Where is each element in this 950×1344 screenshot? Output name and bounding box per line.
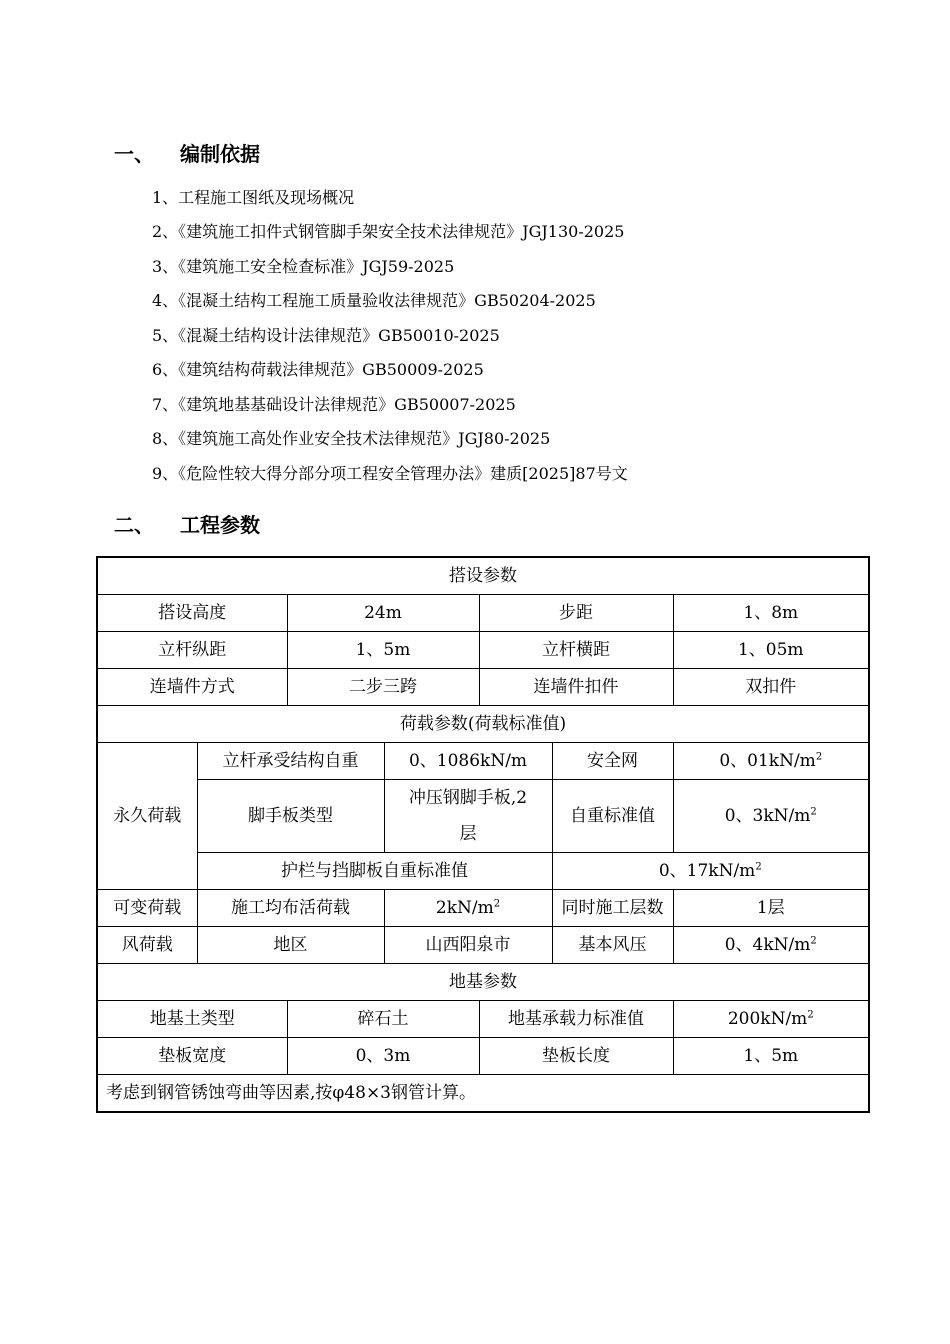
table-cell: 同时施工层数: [552, 890, 673, 927]
list-item: 4、《混凝土结构工程施工质量验收法律规范》GB50204-2025: [152, 291, 596, 310]
value-text: 2kN/m: [435, 898, 494, 918]
table-row: [97, 669, 869, 706]
table-cell: 1、5m: [673, 1038, 869, 1075]
table-cell: [384, 890, 552, 927]
table-row: [97, 853, 869, 890]
table-cell: 施工均布活荷载: [197, 890, 384, 927]
table-cell: [673, 743, 869, 780]
section-title: 编制依据: [180, 142, 260, 166]
variable-load-label: 可变荷载: [97, 890, 197, 927]
table-cell: 0、1086kN/m: [384, 743, 552, 780]
value-text: 200kN/m: [727, 1009, 808, 1029]
permanent-load-label: 永久荷载: [97, 743, 197, 890]
value-text: 0、01kN/m: [719, 751, 816, 771]
table-cell: 冲压钢脚手板,2层: [384, 780, 552, 853]
table-cell: 安全网: [552, 743, 673, 780]
table-cell: 自重标准值: [552, 780, 673, 853]
table-cell: [673, 780, 869, 853]
load-header: 荷载参数(荷载标准值): [97, 706, 869, 743]
table-cell: 连墙件方式: [97, 669, 287, 706]
value-text: 0、3kN/m: [724, 806, 811, 826]
foundation-header: 地基参数: [97, 964, 869, 1001]
table-cell: 立杆横距: [479, 632, 673, 669]
table-cell: 0、3m: [287, 1038, 479, 1075]
table-row: [97, 927, 869, 964]
table-cell: 24m: [287, 595, 479, 632]
superscript: 2: [807, 1009, 814, 1021]
table-cell: 连墙件扣件: [479, 669, 673, 706]
table-cell: 碎石土: [287, 1001, 479, 1038]
table-cell: 搭设高度: [97, 595, 287, 632]
section-number: 二、: [114, 513, 154, 537]
table-cell: 地基承载力标准值: [479, 1001, 673, 1038]
list-item: 5、《混凝土结构设计法律规范》GB50010-2025: [152, 326, 500, 345]
table-row: [97, 595, 869, 632]
table-cell: [673, 1001, 869, 1038]
list-item: 2、《建筑施工扣件式钢管脚手架安全技术法律规范》JGJ130-2025: [152, 222, 625, 241]
table-cell: [552, 853, 869, 890]
table-cell: 地基土类型: [97, 1001, 287, 1038]
table-cell: 脚手板类型: [197, 780, 384, 853]
setup-header: 搭设参数: [97, 557, 869, 595]
list-item: 1、工程施工图纸及现场概况: [152, 188, 355, 207]
table-cell: 1、8m: [673, 595, 869, 632]
table-cell: 山西阳泉市: [384, 927, 552, 964]
table-note: 考虑到钢管锈蚀弯曲等因素,按φ48×3钢管计算。: [97, 1075, 869, 1113]
table-cell: 垫板宽度: [97, 1038, 287, 1075]
table-row: [97, 890, 869, 927]
wind-load-label: 风荷载: [97, 927, 197, 964]
list-item: 7、《建筑地基基础设计法律规范》GB50007-2025: [152, 395, 516, 414]
list-item: 3、《建筑施工安全检查标准》JGJ59-2025: [152, 257, 455, 276]
table-row: [97, 780, 869, 853]
superscript: 2: [810, 935, 817, 947]
table-row: [97, 743, 869, 780]
section-heading-basis: [114, 138, 260, 167]
list-item: 9、《危险性较大得分部分项工程安全管理办法》建质[2025]87号文: [152, 464, 628, 483]
superscript: 2: [493, 898, 501, 910]
table-cell: 二步三跨: [287, 669, 479, 706]
superscript: 2: [810, 806, 817, 818]
table-cell: 基本风压: [552, 927, 673, 964]
table-row: [97, 1001, 869, 1038]
table-row: [97, 557, 869, 595]
parameter-table: [96, 556, 870, 1113]
table-cell: 1、05m: [673, 632, 869, 669]
table-cell: 立杆承受结构自重: [197, 743, 384, 780]
table-cell: 地区: [197, 927, 384, 964]
section-number: 一、: [114, 142, 154, 166]
table-cell: 垫板长度: [479, 1038, 673, 1075]
section-heading-params: [114, 509, 260, 538]
table-cell: 1层: [673, 890, 869, 927]
value-text: 0、17kN/m: [658, 861, 756, 881]
table-row: [97, 706, 869, 743]
table-row: [97, 1038, 869, 1075]
list-item: 8、《建筑施工高处作业安全技术法律规范》JGJ80-2025: [152, 429, 551, 448]
table-cell: 双扣件: [673, 669, 869, 706]
table-cell: [673, 927, 869, 964]
table-cell: 步距: [479, 595, 673, 632]
superscript: 2: [755, 861, 762, 873]
table-row: [97, 632, 869, 669]
table-cell: 1、5m: [287, 632, 479, 669]
value-text: 0、4kN/m: [724, 935, 811, 955]
section-title: 工程参数: [180, 513, 260, 537]
list-item: 6、《建筑结构荷载法律规范》GB50009-2025: [152, 360, 484, 379]
table-row: [97, 1075, 869, 1113]
table-cell: 护栏与挡脚板自重标准值: [197, 853, 552, 890]
table-row: [97, 964, 869, 1001]
superscript: 2: [815, 751, 823, 763]
table-cell: 立杆纵距: [97, 632, 287, 669]
